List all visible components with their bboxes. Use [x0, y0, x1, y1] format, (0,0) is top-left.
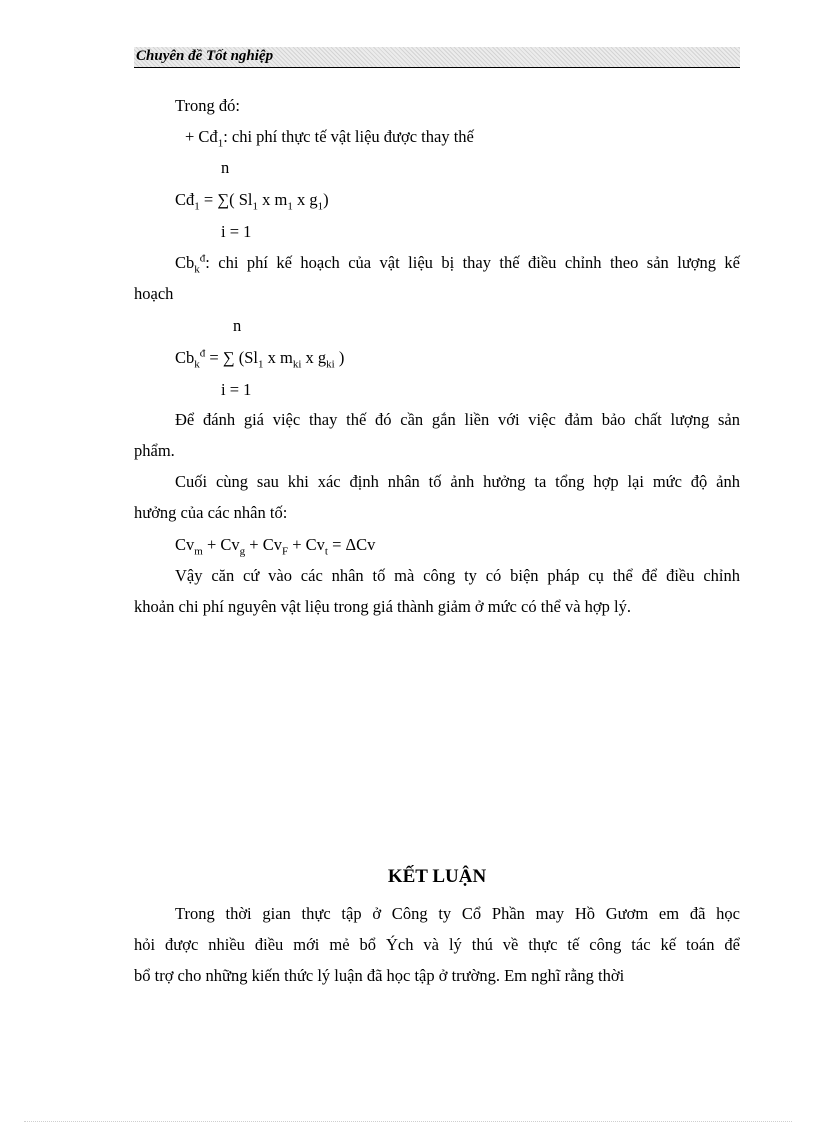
item-cd1-symbol: + Cđ — [185, 127, 218, 146]
f1-sub-b: 1 — [287, 200, 293, 213]
formula1-upper-limit: n — [221, 158, 230, 177]
f1-lhs: Cđ — [175, 190, 195, 209]
f2-lhs-sup: đ — [199, 347, 206, 360]
page-header — [134, 47, 740, 68]
cbk-definition-line1 — [175, 252, 740, 276]
f3-d-sub: t — [324, 545, 328, 558]
f3-a-sub: m — [194, 545, 203, 558]
cbk-symbol: Cb — [175, 253, 195, 272]
cbk-sup: đ — [199, 252, 206, 265]
f3-d: + Cv — [288, 535, 325, 554]
formula1-lower-limit: i = 1 — [221, 222, 252, 241]
f2-mid1: x m — [263, 348, 293, 367]
f3-c: + Cv — [245, 535, 282, 554]
cbk-sub: k — [194, 263, 200, 276]
conclusion-title: KẾT LUẬN — [387, 866, 487, 887]
f3-b: + Cv — [202, 535, 240, 554]
f2-sub-c: ki — [326, 358, 335, 371]
f2-sub-b: ki — [292, 358, 302, 371]
para2-line2: hưởng của các nhân tố: — [134, 503, 288, 522]
formula2-lower-limit: i = 1 — [221, 380, 252, 399]
f3-end: = ΔCv — [327, 535, 376, 554]
formula1 — [175, 190, 329, 213]
f2-lhs: Cb — [175, 348, 195, 367]
conclusion-line2: hỏi được nhiều điều mới mẻ bổ Ých và lý thú về thực tế công tác kế toán để — [134, 935, 740, 954]
conclusion-line1: Trong thời gian thực tập ở Công ty Cổ Phần may Hồ Gươm em đã học — [175, 904, 740, 923]
f1-mid2: x g — [292, 190, 318, 209]
f3-a: Cv — [175, 535, 195, 554]
formula2-upper-limit: n — [233, 316, 242, 335]
f2-mid2: x g — [301, 348, 327, 367]
item-cd1-sub: 1 — [217, 137, 224, 150]
f1-end: ) — [323, 190, 329, 209]
item-cd1-definition — [185, 127, 474, 150]
cbk-text: : chi phí kế hoạch của vật liệu bị thay thế điều chỉnh theo sản lượng kế — [205, 253, 740, 272]
f3-b-sub: g — [239, 545, 246, 558]
header-title: Chuyên đề Tốt nghiệp — [136, 48, 274, 64]
page-bottom-border — [24, 1121, 792, 1122]
item-cd1-text: : chi phí thực tế vật liệu được thay thế — [223, 127, 474, 146]
para3-line1: Vậy căn cứ vào các nhân tố mà công ty có biện pháp cụ thể để điều chỉnh — [175, 566, 740, 585]
f1-lhs-sub: 1 — [194, 200, 200, 213]
f2-end: ) — [334, 348, 345, 367]
f1-mid1: x m — [257, 190, 288, 209]
formula3 — [175, 535, 376, 558]
para1-line2: phẩm. — [134, 441, 175, 460]
para3-line2: khoản chi phí nguyên vật liệu trong giá thành giảm ở mức có thể và hợp lý. — [134, 597, 631, 616]
f2-eq: = ∑ (Sl — [205, 348, 258, 367]
f1-sub-a: 1 — [252, 200, 258, 213]
formula2 — [175, 347, 345, 371]
f1-sub-c: 1 — [317, 200, 324, 213]
f3-c-sub: F — [281, 545, 289, 558]
para2-line1: Cuối cùng sau khi xác định nhân tố ảnh hưởng ta tổng hợp lại mức độ ảnh — [175, 472, 740, 491]
cbk-definition-line2: hoạch — [134, 284, 174, 303]
conclusion-line3: bổ trợ cho những kiến thức lý luận đã học tập ở trường. Em nghĩ rằng thời — [134, 966, 625, 985]
f2-lhs-sub: k — [194, 358, 200, 371]
para1-line1: Để đánh giá việc thay thế đó cần gắn liền với việc đảm bảo chất lượng sản — [175, 410, 740, 429]
trong-do-label: Trong đó: — [175, 96, 240, 115]
f2-sub-a: 1 — [257, 358, 264, 371]
f1-eq: = ∑( Sl — [199, 190, 253, 209]
